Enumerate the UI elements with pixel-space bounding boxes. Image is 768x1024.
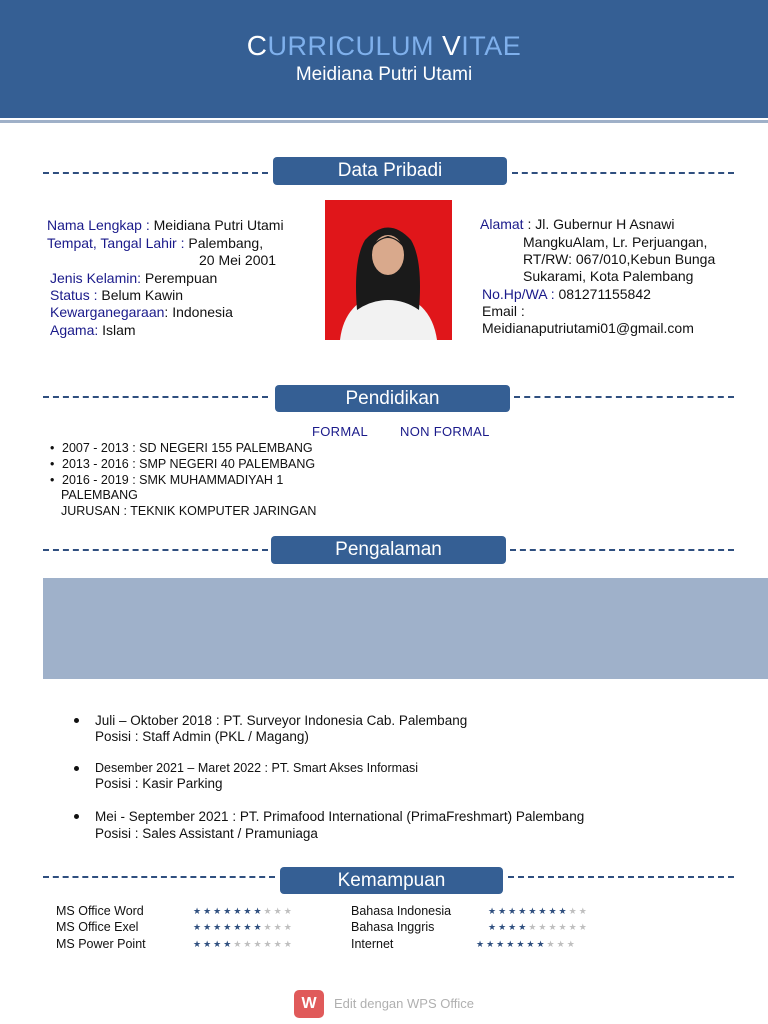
star-icon: ★ — [243, 922, 254, 932]
section-divider-right — [510, 549, 734, 551]
portrait-illustration — [325, 200, 452, 340]
experience-banner — [43, 578, 768, 679]
star-icon: ★ — [508, 922, 519, 932]
star-icon: ★ — [193, 906, 204, 916]
kewarganegaraan-row: Kewarganegaraan: Indonesia — [50, 304, 233, 320]
job-2-title: Desember 2021 – Maret 2022 : PT. Smart Akses Informasi — [95, 761, 419, 775]
wps-logo-icon[interactable]: W — [294, 990, 324, 1018]
tab-formal[interactable]: FORMAL — [312, 424, 368, 439]
page-title: CURRICULUM VITAE — [246, 30, 522, 61]
star-icon: ★ — [526, 939, 537, 949]
star-icon: ★ — [518, 922, 529, 932]
star-icon: ★ — [233, 939, 244, 949]
star-icon: ★ — [233, 922, 244, 932]
section-divider-left — [43, 876, 275, 878]
section-title-pendidikan: Pendidikan — [275, 385, 510, 412]
section-divider-right — [512, 172, 734, 174]
section-divider-right — [508, 876, 734, 878]
skill-rating — [476, 939, 577, 950]
job-3-title: Mei - September 2021 : PT. Primafood International (PrimaFreshmart) Palembang — [95, 809, 585, 824]
section-divider-left — [43, 396, 268, 398]
star-icon: ★ — [213, 906, 224, 916]
email-label: Email : — [482, 303, 525, 319]
star-icon: ★ — [203, 939, 214, 949]
star-icon: ★ — [508, 906, 519, 916]
star-icon: ★ — [273, 906, 284, 916]
star-icon: ★ — [488, 906, 499, 916]
job-1-position: Posisi : Staff Admin (PKL / Magang) — [95, 729, 309, 744]
skill-name: MS Office Exel — [56, 920, 139, 934]
star-icon: ★ — [496, 939, 507, 949]
skill-name: MS Office Word — [56, 904, 144, 918]
star-icon: ★ — [223, 939, 234, 949]
star-icon: ★ — [283, 939, 294, 949]
star-icon: ★ — [536, 939, 547, 949]
star-icon: ★ — [538, 906, 549, 916]
star-icon: ★ — [243, 906, 254, 916]
star-icon: ★ — [498, 922, 509, 932]
star-icon: ★ — [528, 906, 539, 916]
hp-row: No.Hp/WA : 081271155842 — [482, 286, 651, 302]
star-icon: ★ — [263, 906, 274, 916]
star-icon: ★ — [558, 922, 569, 932]
star-icon: ★ — [223, 906, 234, 916]
star-icon: ★ — [253, 906, 264, 916]
star-icon: ★ — [253, 939, 264, 949]
star-icon: ★ — [233, 906, 244, 916]
star-icon: ★ — [253, 922, 264, 932]
star-icon: ★ — [558, 906, 569, 916]
email-value[interactable]: Meidianaputriutami01@gmail.com — [482, 320, 694, 336]
nama-row: Nama Lengkap : Meidiana Putri Utami — [47, 217, 284, 233]
star-icon: ★ — [566, 939, 577, 949]
star-icon: ★ — [506, 939, 517, 949]
section-divider-right — [514, 396, 734, 398]
education-item: • 2013 - 2016 : SMP NEGERI 40 PALEMBANG — [50, 457, 316, 471]
education-item: • 2007 - 2013 : SD NEGERI 155 PALEMBANG — [50, 441, 313, 455]
skill-name: Bahasa Inggris — [351, 920, 435, 934]
header-divider — [0, 120, 768, 123]
education-jurusan: JURUSAN : TEKNIK KOMPUTER JARINGAN — [61, 504, 317, 518]
star-icon: ★ — [263, 922, 274, 932]
section-divider-left — [43, 549, 268, 551]
star-icon: ★ — [213, 922, 224, 932]
section-divider-left — [43, 172, 268, 174]
star-icon: ★ — [193, 939, 204, 949]
skill-rating — [193, 922, 294, 933]
star-icon: ★ — [548, 906, 559, 916]
star-icon: ★ — [556, 939, 567, 949]
star-icon: ★ — [263, 939, 274, 949]
bullet-icon — [74, 718, 79, 723]
skill-name: Internet — [351, 937, 394, 951]
star-icon: ★ — [516, 939, 527, 949]
star-icon: ★ — [193, 922, 204, 932]
star-icon: ★ — [568, 922, 579, 932]
star-icon: ★ — [548, 922, 559, 932]
star-icon: ★ — [578, 922, 589, 932]
alamat-line-2: MangkuAlam, Lr. Perjuangan, — [523, 234, 708, 250]
skill-name: MS Power Point — [56, 937, 146, 951]
job-3-position: Posisi : Sales Assistant / Pramuniaga — [95, 826, 318, 841]
star-icon: ★ — [488, 922, 499, 932]
section-title-data-pribadi: Data Pribadi — [273, 157, 507, 185]
ttl-row: Tempat, Tangal Lahir : Palembang, — [47, 235, 264, 251]
star-icon: ★ — [273, 939, 284, 949]
section-title-pengalaman: Pengalaman — [271, 536, 506, 564]
star-icon: ★ — [243, 939, 254, 949]
star-icon: ★ — [528, 922, 539, 932]
alamat-row: Alamat : Jl. Gubernur H Asnawi — [480, 216, 675, 232]
star-icon: ★ — [223, 922, 234, 932]
star-icon: ★ — [213, 939, 224, 949]
job-1-title: Juli – Oktober 2018 : PT. Surveyor Indonesia Cab. Palembang — [95, 713, 468, 728]
alamat-line-4: Sukarami, Kota Palembang — [523, 268, 694, 284]
alamat-line-3: RT/RW: 067/010,Kebun Bunga — [523, 251, 716, 267]
star-icon: ★ — [546, 939, 557, 949]
status-row: Status : Belum Kawin — [50, 287, 184, 303]
star-icon: ★ — [283, 906, 294, 916]
profile-photo — [325, 200, 452, 340]
person-name: Meidiana Putri Utami — [295, 64, 473, 85]
skill-rating — [488, 922, 589, 933]
ttl-date: 20 Mei 2001 — [199, 252, 277, 268]
tab-non-formal[interactable]: NON FORMAL — [400, 424, 490, 439]
star-icon: ★ — [476, 939, 487, 949]
star-icon: ★ — [578, 906, 589, 916]
agama-row: Agama: Islam — [50, 322, 136, 338]
star-icon: ★ — [273, 922, 284, 932]
bullet-icon — [74, 766, 79, 771]
section-title-kemampuan: Kemampuan — [280, 867, 503, 894]
star-icon: ★ — [538, 922, 549, 932]
wps-edit-link[interactable]: Edit dengan WPS Office — [334, 996, 474, 1011]
job-2-position: Posisi : Kasir Parking — [95, 776, 223, 791]
star-icon: ★ — [283, 922, 294, 932]
star-icon: ★ — [486, 939, 497, 949]
education-item: • 2016 - 2019 : SMK MUHAMMADIYAH 1 — [50, 473, 284, 487]
skill-rating — [193, 939, 294, 950]
education-item-cont: PALEMBANG — [61, 488, 138, 502]
star-icon: ★ — [203, 906, 214, 916]
star-icon: ★ — [203, 922, 214, 932]
skill-name: Bahasa Indonesia — [351, 904, 452, 918]
jenis-kelamin-row: Jenis Kelamin: Perempuan — [50, 270, 218, 286]
bullet-icon — [74, 814, 79, 819]
skill-rating — [193, 906, 294, 917]
star-icon: ★ — [498, 906, 509, 916]
star-icon: ★ — [568, 906, 579, 916]
skill-rating — [488, 906, 589, 917]
star-icon: ★ — [518, 906, 529, 916]
